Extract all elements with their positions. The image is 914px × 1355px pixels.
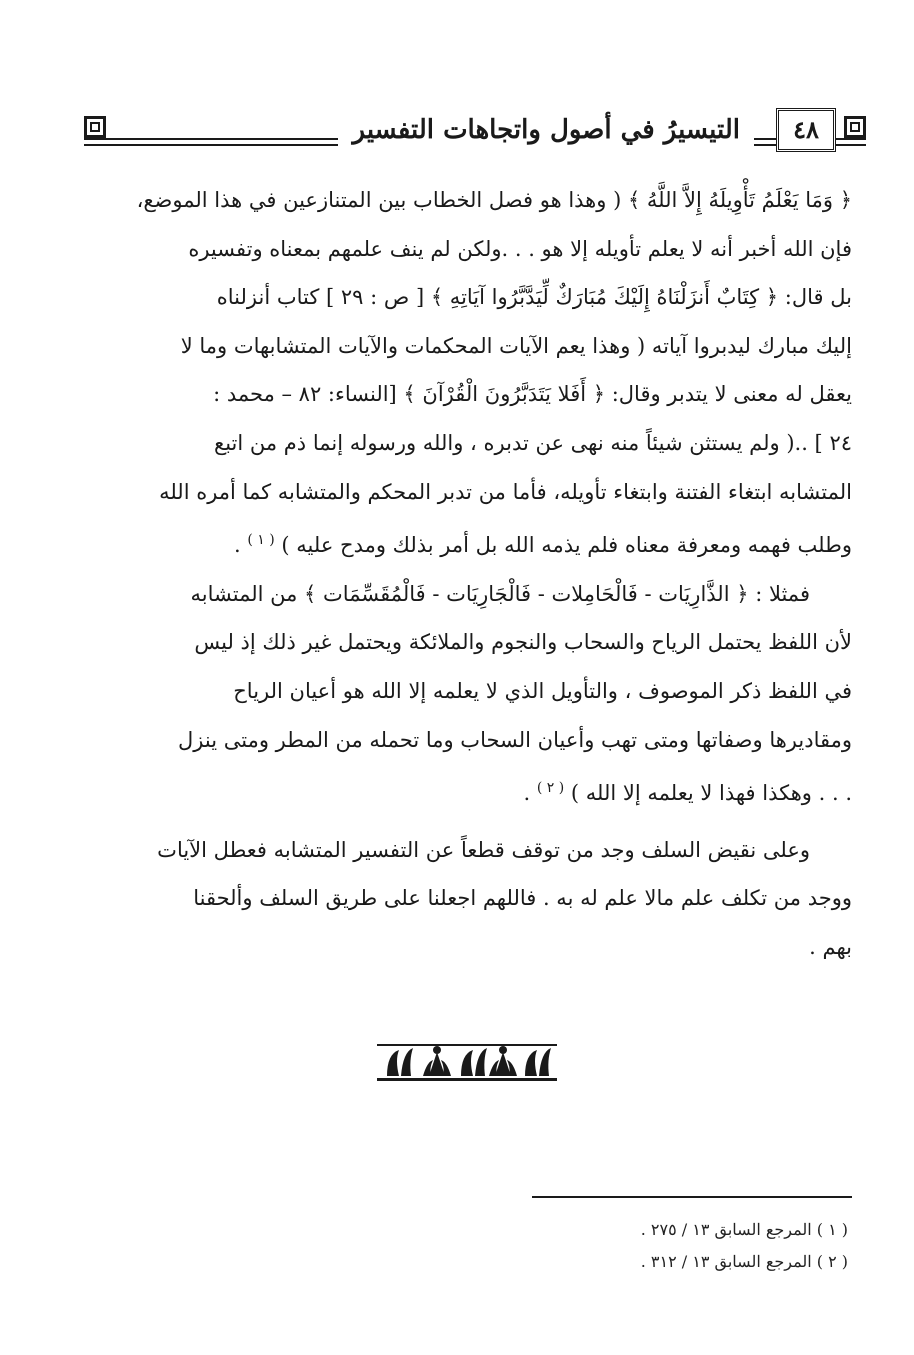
text-line: ﴿ وَمَا يَعْلَمُ تَأْوِيلَهُ إِلاَّ اللَّهُ ﴾ ( وهذا هو فصل الخطاب بين المتنازعين في هذا الموضع، bbox=[136, 188, 852, 212]
section-end-ornament-icon bbox=[377, 1040, 557, 1086]
line-text: وطلب فهمه ومعرفة معناه فلم يذمه الله بل أمر بذلك ومدح عليه ) bbox=[281, 533, 852, 558]
text-line: في اللفظ ذكر الموصوف ، والتأويل الذي لا يعلمه إلا الله هو أعيان الرياح bbox=[233, 678, 852, 703]
text-line: فإن الله أخبر أنه لا يعلم تأويله إلا هو . . .ولكن لم ينف علمهم بمعناه وتفسيره bbox=[188, 236, 852, 261]
text-line: لأن اللفظ يحتمل الرياح والسحاب والنجوم والملائكة ويحتمل غير ذلك إذ ليس bbox=[194, 630, 852, 655]
paragraph-3-cont bbox=[62, 874, 852, 971]
body-text bbox=[62, 176, 852, 972]
text-line: إليك مبارك ليدبروا آياته ( وهذا يعم الآيات المحكمات والآيات المتشابهات وما لا bbox=[180, 333, 852, 358]
text-line bbox=[62, 764, 852, 818]
line-end: . bbox=[523, 781, 531, 806]
text-line: وعلى نقيض السلف وجد من توقف قطعاً عن التفسير المتشابه فعطل الآيات bbox=[157, 837, 810, 862]
footnote-separator bbox=[532, 1196, 852, 1198]
header-corner-ornament-left bbox=[84, 116, 106, 138]
text-line: بل قال: ﴿ كِتَابٌ أَنزَلْنَاهُ إِلَيْكَ مُبَارَكٌ لِّيَدَّبَّرُوا آيَاتِهِ ﴾ [ ص : ٢٩ ] كتاب أنزلناه bbox=[216, 285, 852, 310]
line-end: . bbox=[233, 533, 241, 558]
text-line: بهم . bbox=[809, 934, 852, 959]
line-text: . . . وهكذا فهذا لا يعلمه إلا الله ) bbox=[570, 781, 852, 806]
footnote-1: ( ١ ) المرجع السابق ١٣ / ٢٧٥ . bbox=[640, 1220, 848, 1239]
text-line: ٢٤ ] ..( ولم يستثن شيئاً منه نهى عن تدبره ، والله ورسوله إنما ذم من اتبع bbox=[214, 430, 852, 455]
page-header bbox=[84, 108, 866, 154]
text-line: يعقل له معنى لا يتدبر وقال: ﴿ أَفَلا يَتَدَبَّرُونَ الْقُرْآنَ ﴾ [النساء: ٨٢ – محمد : bbox=[213, 382, 852, 407]
paragraph-3 bbox=[62, 826, 852, 875]
text-line bbox=[62, 516, 852, 570]
footnote-2: ( ٢ ) المرجع السابق ١٣ / ٣١٢ . bbox=[640, 1252, 848, 1271]
paragraph-2 bbox=[62, 570, 852, 619]
header-corner-ornament-right bbox=[844, 116, 866, 138]
footnote-ref-2[interactable]: ( ٢ ) bbox=[536, 780, 565, 797]
text-line: ومقاديرها وصفاتها ومتى تهب وأعيان السحاب وما تحمله من المطر ومتى ينزل bbox=[178, 727, 852, 752]
paragraph-2-cont bbox=[62, 618, 852, 817]
text-line: فمثلا : ﴿ الذَّارِيَات - فَالْحَامِلات - فَالْجَارِيَات - فَالْمُقَسِّمَات ﴾ من المتشابه bbox=[190, 581, 810, 606]
paragraph-1 bbox=[62, 176, 852, 570]
footnotes bbox=[641, 1214, 848, 1278]
page-number: ٤٨ bbox=[776, 108, 836, 152]
text-line: ووجد من تكلف علم مالا علم له به . فاللهم اجعلنا على طريق السلف وألحقنا bbox=[193, 886, 852, 911]
footnote-ref-1[interactable]: ( ١ ) bbox=[247, 532, 275, 549]
text-line: المتشابه ابتغاء الفتنة وابتغاء تأويله، فأما من تدبر المحكم والمتشابه كما أمره الله bbox=[159, 479, 852, 504]
running-title: التيسيرُ في أصول واتجاهات التفسير bbox=[338, 110, 754, 150]
